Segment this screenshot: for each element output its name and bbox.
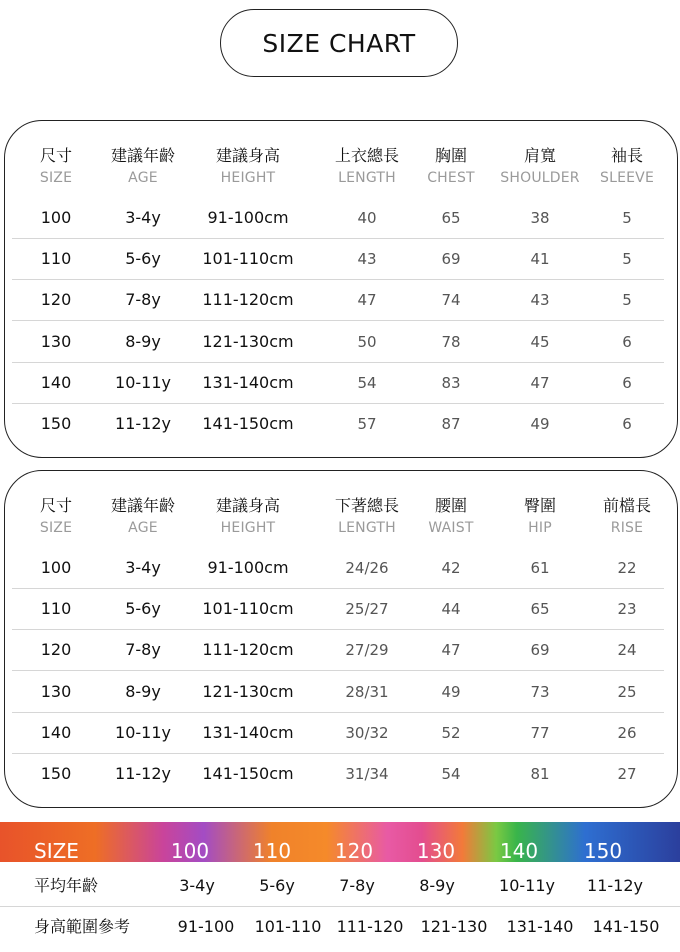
table-cell: 11-12y	[115, 764, 171, 783]
table-cell: 120	[40, 640, 72, 660]
bottom-header-hip	[490, 498, 590, 535]
header-en-label: SHOULDER	[500, 170, 580, 186]
table-row	[12, 672, 664, 713]
summary-age-label: 平均年齡	[34, 876, 99, 895]
table-cell: 6	[622, 373, 632, 392]
header-en-label: LENGTH	[338, 520, 396, 536]
table-cell: 5-6y	[125, 599, 161, 619]
table-row	[12, 548, 664, 589]
table-cell: 121-130cm	[202, 681, 294, 701]
table-cell: 101-110cm	[202, 599, 294, 619]
band-size-130: 130	[416, 839, 456, 863]
table-row	[12, 713, 664, 754]
table-cell: 26	[617, 723, 637, 742]
table-cell: 91-100cm	[207, 208, 289, 227]
top-header-height	[198, 148, 298, 185]
summary-height-value: 131-140	[506, 917, 574, 936]
table-cell: 130	[40, 681, 72, 701]
summary-row-age	[0, 866, 680, 906]
table-cell: 54	[441, 765, 461, 783]
band-size-120: 120	[334, 839, 374, 863]
table-cell: 45	[530, 332, 550, 351]
table-cell: 110	[40, 599, 72, 619]
table-cell: 47	[441, 641, 461, 660]
table-cell: 130	[40, 331, 72, 351]
table-cell: 73	[530, 682, 550, 701]
table-cell: 141-150cm	[202, 764, 294, 783]
bottom-header-size	[6, 498, 106, 535]
summary-age-value: 11-12y	[587, 876, 643, 895]
header-zh-label: 腰圍	[434, 496, 467, 515]
table-cell: 131-140cm	[202, 372, 294, 392]
table-cell: 121-130cm	[202, 331, 294, 351]
table-cell: 30/32	[345, 723, 389, 742]
table-cell: 140	[40, 372, 72, 392]
bottom-header-waist	[401, 498, 501, 535]
header-en-label: HEIGHT	[220, 520, 276, 536]
summary-age-value: 3-4y	[179, 876, 215, 895]
table-row	[12, 363, 664, 404]
table-row	[12, 630, 664, 671]
table-cell: 7-8y	[125, 290, 161, 310]
table-cell: 91-100cm	[207, 558, 289, 577]
table-cell: 150	[40, 414, 72, 433]
summary-height-value: 91-100	[177, 917, 235, 936]
header-zh-label: 袖長	[610, 146, 643, 165]
table-cell: 77	[530, 723, 550, 742]
header-zh-label: 尺寸	[39, 146, 72, 165]
table-cell: 57	[357, 415, 377, 433]
band-size-140: 140	[499, 839, 539, 863]
table-cell: 87	[441, 415, 461, 433]
table-cell: 43	[357, 250, 377, 269]
table-cell: 100	[40, 208, 72, 227]
band-size-110: 110	[252, 839, 292, 863]
table-cell: 65	[441, 209, 461, 227]
table-cell: 40	[357, 209, 377, 227]
table-cell: 3-4y	[125, 208, 161, 227]
header-en-label: SIZE	[39, 170, 73, 186]
band-size-150: 150	[583, 839, 623, 863]
table-row	[12, 239, 664, 280]
header-zh-label: 建議身高	[215, 146, 280, 165]
size-color-band	[0, 822, 680, 862]
header-zh-label: 前檔長	[602, 496, 651, 515]
table-cell: 69	[530, 641, 550, 660]
header-en-label: HEIGHT	[220, 170, 276, 186]
table-cell: 81	[530, 765, 550, 783]
top-header-sleeve	[577, 148, 677, 185]
band-size-label: SIZE	[34, 839, 79, 863]
top-header-shoulder	[490, 148, 590, 185]
header-en-label: SLEEVE	[599, 170, 654, 186]
table-cell: 111-120cm	[202, 290, 294, 310]
table-cell: 5-6y	[125, 249, 161, 269]
table-cell: 6	[622, 332, 632, 351]
summary-age-value: 10-11y	[499, 876, 555, 895]
table-cell: 43	[530, 291, 550, 310]
header-zh-label: 建議身高	[215, 496, 280, 515]
table-cell: 61	[530, 559, 550, 577]
header-en-label: RISE	[610, 520, 644, 536]
header-en-label: CHEST	[427, 170, 475, 186]
header-zh-label: 建議年齡	[110, 146, 175, 165]
top-header-size	[6, 148, 106, 185]
table-cell: 3-4y	[125, 558, 161, 577]
table-cell: 74	[441, 291, 461, 310]
table-row	[12, 754, 664, 794]
table-cell: 25	[617, 682, 637, 701]
table-cell: 110	[40, 249, 72, 269]
table-cell: 27	[617, 765, 637, 783]
summary-age-value: 5-6y	[259, 876, 295, 895]
summary-age-value: 8-9y	[419, 876, 455, 895]
top-header-age	[93, 148, 193, 185]
table-cell: 49	[530, 415, 550, 433]
table-cell: 50	[357, 332, 377, 351]
table-cell: 100	[40, 558, 72, 577]
bottom-header-rise	[577, 498, 677, 535]
table-cell: 44	[441, 600, 461, 619]
table-cell: 42	[441, 559, 461, 577]
table-cell: 54	[357, 373, 377, 392]
bottom-header-age	[93, 498, 193, 535]
summary-height-value: 111-120	[336, 917, 404, 936]
table-cell: 28/31	[345, 682, 389, 701]
table-cell: 131-140cm	[202, 722, 294, 742]
table-cell: 22	[617, 559, 637, 577]
header-zh-label: 胸圍	[434, 146, 467, 165]
table-cell: 5	[622, 291, 632, 310]
summary-height-label: 身高範圍參考	[34, 917, 131, 936]
table-cell: 11-12y	[115, 414, 171, 433]
table-cell: 10-11y	[115, 722, 171, 742]
page-title: SIZE CHART	[220, 9, 458, 77]
table-cell: 24/26	[345, 559, 389, 577]
table-cell: 6	[622, 415, 632, 433]
header-en-label: SIZE	[39, 520, 73, 536]
header-en-label: AGE	[128, 170, 158, 186]
table-cell: 141-150cm	[202, 414, 294, 433]
table-row	[12, 404, 664, 444]
table-cell: 49	[441, 682, 461, 701]
table-cell: 10-11y	[115, 372, 171, 392]
header-zh-label: 下著總長	[334, 496, 399, 515]
table-cell: 47	[357, 291, 377, 310]
summary-height-value: 121-130	[420, 917, 488, 936]
table-row	[12, 198, 664, 239]
table-cell: 78	[441, 332, 461, 351]
table-cell: 140	[40, 722, 72, 742]
table-cell: 23	[617, 600, 637, 619]
table-cell: 24	[617, 641, 637, 660]
table-row	[12, 322, 664, 363]
table-cell: 69	[441, 250, 461, 269]
table-cell: 52	[441, 723, 461, 742]
table-cell: 5	[622, 250, 632, 269]
table-cell: 27/29	[345, 641, 389, 660]
table-cell: 65	[530, 600, 550, 619]
summary-row-height	[0, 906, 680, 947]
table-cell: 38	[530, 209, 550, 227]
table-cell: 7-8y	[125, 640, 161, 660]
top-header-chest	[401, 148, 501, 185]
table-cell: 101-110cm	[202, 249, 294, 269]
header-en-label: LENGTH	[338, 170, 396, 186]
header-zh-label: 建議年齡	[110, 496, 175, 515]
table-row	[12, 280, 664, 321]
table-cell: 41	[530, 250, 550, 269]
band-size-100: 100	[170, 839, 210, 863]
table-cell: 120	[40, 290, 72, 310]
table-cell: 83	[441, 373, 461, 392]
summary-age-value: 7-8y	[339, 876, 375, 895]
summary-height-value: 141-150	[592, 917, 660, 936]
bottom-header-height	[198, 498, 298, 535]
summary-height-value: 101-110	[254, 917, 322, 936]
table-cell: 5	[622, 209, 632, 227]
header-en-label: HIP	[528, 520, 552, 536]
table-row	[12, 589, 664, 630]
table-cell: 111-120cm	[202, 640, 294, 660]
header-zh-label: 肩寬	[523, 146, 556, 165]
table-cell: 8-9y	[125, 331, 161, 351]
table-cell: 150	[40, 764, 72, 783]
table-cell: 47	[530, 373, 550, 392]
header-zh-label: 上衣總長	[334, 146, 399, 165]
header-en-label: WAIST	[428, 520, 474, 536]
table-cell: 25/27	[345, 600, 389, 619]
header-en-label: AGE	[128, 520, 158, 536]
header-zh-label: 尺寸	[39, 496, 72, 515]
header-zh-label: 臀圍	[523, 496, 556, 515]
table-cell: 8-9y	[125, 681, 161, 701]
table-cell: 31/34	[345, 765, 389, 783]
